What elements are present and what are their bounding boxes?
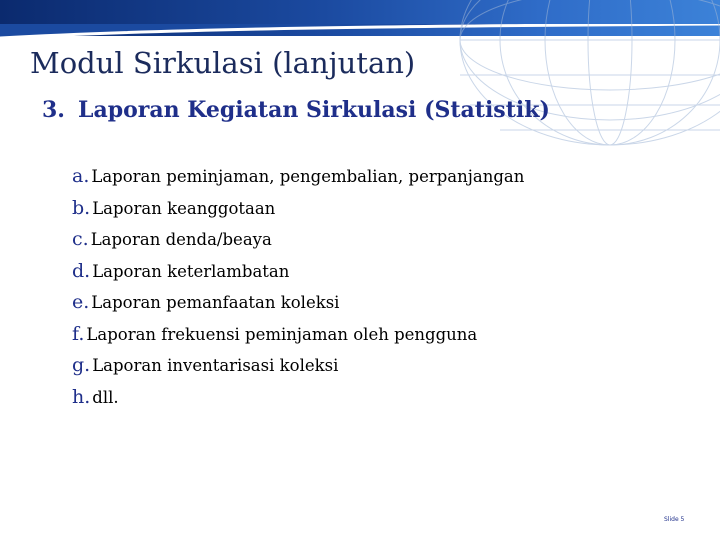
list-item-text: Laporan keterlambatan [92,261,290,281]
list-marker: h. [72,385,91,408]
list-marker: e. [72,291,90,313]
globe-graphic [440,0,720,150]
list-marker: g. [72,354,91,376]
list-item-text: Laporan inventarisasi koleksi [92,356,339,375]
list-item-text: Laporan frekuensi peminjaman oleh pengguna [86,324,478,344]
list-marker: f. [72,322,85,345]
report-list [72,164,524,416]
list-marker: a. [72,165,90,187]
list-item [72,322,524,354]
page-title: Modul Sirkulasi (lanjutan) [30,46,416,80]
list-item-text: Laporan denda/beaya [90,230,272,249]
section-heading [42,97,550,123]
section-number: 3. [42,97,65,123]
list-item [72,353,524,385]
list-item-text: Laporan pemanfaatan koleksi [91,293,340,312]
list-marker: b. [72,196,91,219]
slide-number: Slide 5 [664,516,685,523]
list-item [72,385,524,417]
list-item-text: Laporan peminjaman, pengembalian, perpanjangan [91,167,525,186]
list-item-text: Laporan keanggotaan [92,198,276,218]
list-item [72,164,524,196]
list-item-text: dll. [92,387,119,407]
list-marker: d. [72,259,91,282]
list-item [72,259,524,291]
list-item [72,227,524,259]
list-marker: c. [72,228,89,250]
list-item [72,196,524,228]
section-title: Laporan Kegiatan Sirkulasi (Statistik) [78,97,550,123]
list-item [72,290,524,322]
